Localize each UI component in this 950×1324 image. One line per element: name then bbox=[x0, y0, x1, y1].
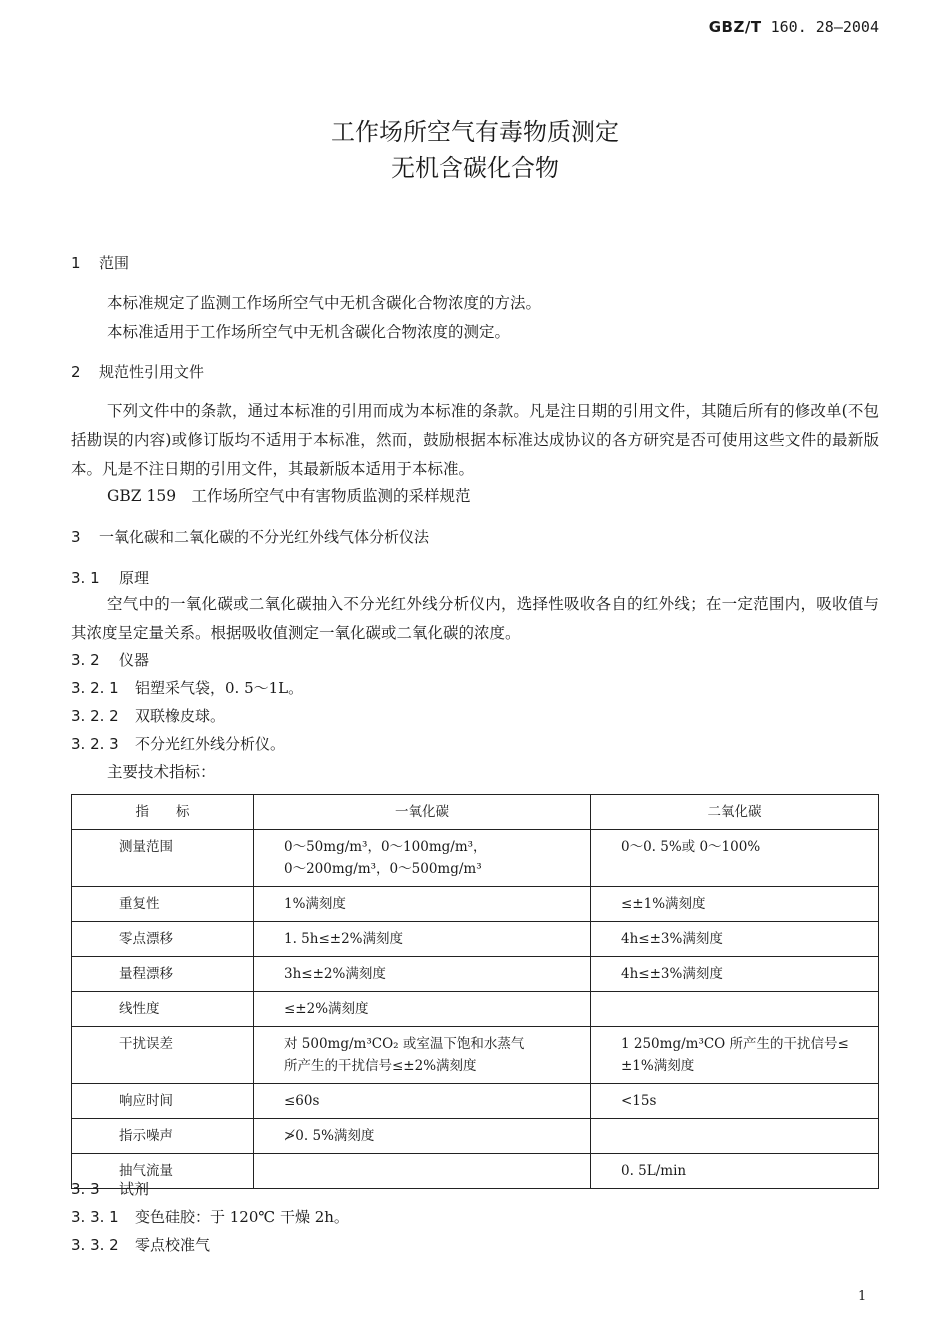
table-cell-co: ≤±2%满刻度 bbox=[254, 992, 591, 1027]
table-cell-co2: 0～0. 5%或 0～100% bbox=[591, 830, 879, 887]
table-row bbox=[72, 1027, 879, 1084]
table-cell-co: 对 500mg/m³CO₂ 或室温下饱和水蒸气 所产生的干扰信号≤±2%满刻度 bbox=[254, 1027, 591, 1084]
table-row bbox=[72, 1154, 879, 1189]
table-cell-co2 bbox=[591, 992, 879, 1027]
section-3-2-3: 3. 2. 3 不分光红外线分析仪。 bbox=[71, 735, 286, 753]
table-cell-co: 1%满刻度 bbox=[254, 887, 591, 922]
section-3-2-1: 3. 2. 1 铝塑采气袋，0. 5～1L。 bbox=[71, 679, 304, 697]
table-row bbox=[72, 1084, 879, 1119]
standard-code: GBZ/T bbox=[708, 18, 762, 36]
section-3-1-heading: 3. 1 原理 bbox=[71, 569, 150, 587]
table-cell-metric: 重复性 bbox=[72, 887, 254, 922]
table-row bbox=[72, 887, 879, 922]
table-cell-co2: 4h≤±3%满刻度 bbox=[591, 922, 879, 957]
document-subtitle: 无机含碳化合物 bbox=[391, 154, 559, 182]
technical-specifications-table bbox=[71, 794, 879, 1189]
table-header-metric: 指 标 bbox=[72, 795, 254, 830]
table-cell-metric: 线性度 bbox=[72, 992, 254, 1027]
section-3-2-heading: 3. 2 仪器 bbox=[71, 651, 150, 669]
section-1-paragraph-1: 本标准规定了监测工作场所空气中无机含碳化合物浓度的方法。 bbox=[107, 294, 542, 312]
standard-number: 160. 28—2004 bbox=[770, 18, 879, 36]
table-row bbox=[72, 830, 879, 887]
table-cell-co2: <15s bbox=[591, 1084, 879, 1119]
table-row bbox=[72, 922, 879, 957]
section-3-1-paragraph: 空气中的一氧化碳或二氧化碳抽入不分光红外线分析仪内，选择性吸收各自的红外线；在一定范围内，吸收值与其浓度呈定量关系。根据吸收值测定一氧化碳或二氧化碳的浓度。 bbox=[71, 595, 879, 642]
page-header bbox=[709, 18, 879, 36]
table-cell-metric: 零点漂移 bbox=[72, 922, 254, 957]
table-row bbox=[72, 992, 879, 1027]
table-cell-metric: 干扰误差 bbox=[72, 1027, 254, 1084]
table-header-row bbox=[72, 795, 879, 830]
table-cell-co2: 0. 5L/min bbox=[591, 1154, 879, 1189]
table-cell-metric: 响应时间 bbox=[72, 1084, 254, 1119]
section-3-2-2: 3. 2. 2 双联橡皮球。 bbox=[71, 707, 226, 725]
table-cell-co bbox=[254, 1154, 591, 1189]
section-2-paragraph: 下列文件中的条款，通过本标准的引用而成为本标准的条款。凡是注日期的引用文件，其随后所有的修改单(不包括勘误的内容)或修订版均不适用于本标准，然而，鼓励根据本标准达成协议的各方研究是否可使用这些文件的最新版本。凡是不注日期的引用文件，其最新版本适用于本标准。 bbox=[71, 402, 879, 478]
table-cell-co: ≯0. 5%满刻度 bbox=[254, 1119, 591, 1154]
spec-intro: 主要技术指标： bbox=[107, 763, 216, 781]
table-cell-co: 3h≤±2%满刻度 bbox=[254, 957, 591, 992]
table-cell-co2: 4h≤±3%满刻度 bbox=[591, 957, 879, 992]
table-header-co: 一氧化碳 bbox=[254, 795, 591, 830]
table-cell-metric: 抽气流量 bbox=[72, 1154, 254, 1189]
section-3-3-1: 3. 3. 1 变色硅胶：于 120℃ 干燥 2h。 bbox=[71, 1208, 349, 1226]
section-1-heading: 1 范围 bbox=[71, 254, 130, 272]
table-header-co2: 二氧化碳 bbox=[591, 795, 879, 830]
table-cell-co: ≤60s bbox=[254, 1084, 591, 1119]
section-3-3-heading: 3. 3 试剂 bbox=[71, 1180, 150, 1198]
table-row bbox=[72, 1119, 879, 1154]
table-cell-metric: 指示噪声 bbox=[72, 1119, 254, 1154]
table-cell-co2: ≤±1%满刻度 bbox=[591, 887, 879, 922]
section-3-3-2: 3. 3. 2 零点校准气 bbox=[71, 1236, 211, 1254]
normative-reference: GBZ 159 工作场所空气中有害物质监测的采样规范 bbox=[107, 487, 471, 505]
section-2-heading: 2 规范性引用文件 bbox=[71, 363, 205, 381]
page-number: 1 bbox=[858, 1289, 867, 1304]
table-cell-metric: 测量范围 bbox=[72, 830, 254, 887]
table-cell-co: 1. 5h≤±2%满刻度 bbox=[254, 922, 591, 957]
table-cell-metric: 量程漂移 bbox=[72, 957, 254, 992]
document-title: 工作场所空气有毒物质测定 bbox=[331, 118, 619, 146]
section-3-heading: 3 一氧化碳和二氧化碳的不分光红外线气体分析仪法 bbox=[71, 528, 430, 546]
table-cell-co: 0～50mg/m³，0～100mg/m³， 0～200mg/m³，0～500mg/m³ bbox=[254, 830, 591, 887]
table-cell-co2: 1 250mg/m³CO 所产生的干扰信号≤ ±1%满刻度 bbox=[591, 1027, 879, 1084]
table-row bbox=[72, 957, 879, 992]
table-cell-co2 bbox=[591, 1119, 879, 1154]
section-1-paragraph-2: 本标准适用于工作场所空气中无机含碳化合物浓度的测定。 bbox=[107, 323, 511, 341]
